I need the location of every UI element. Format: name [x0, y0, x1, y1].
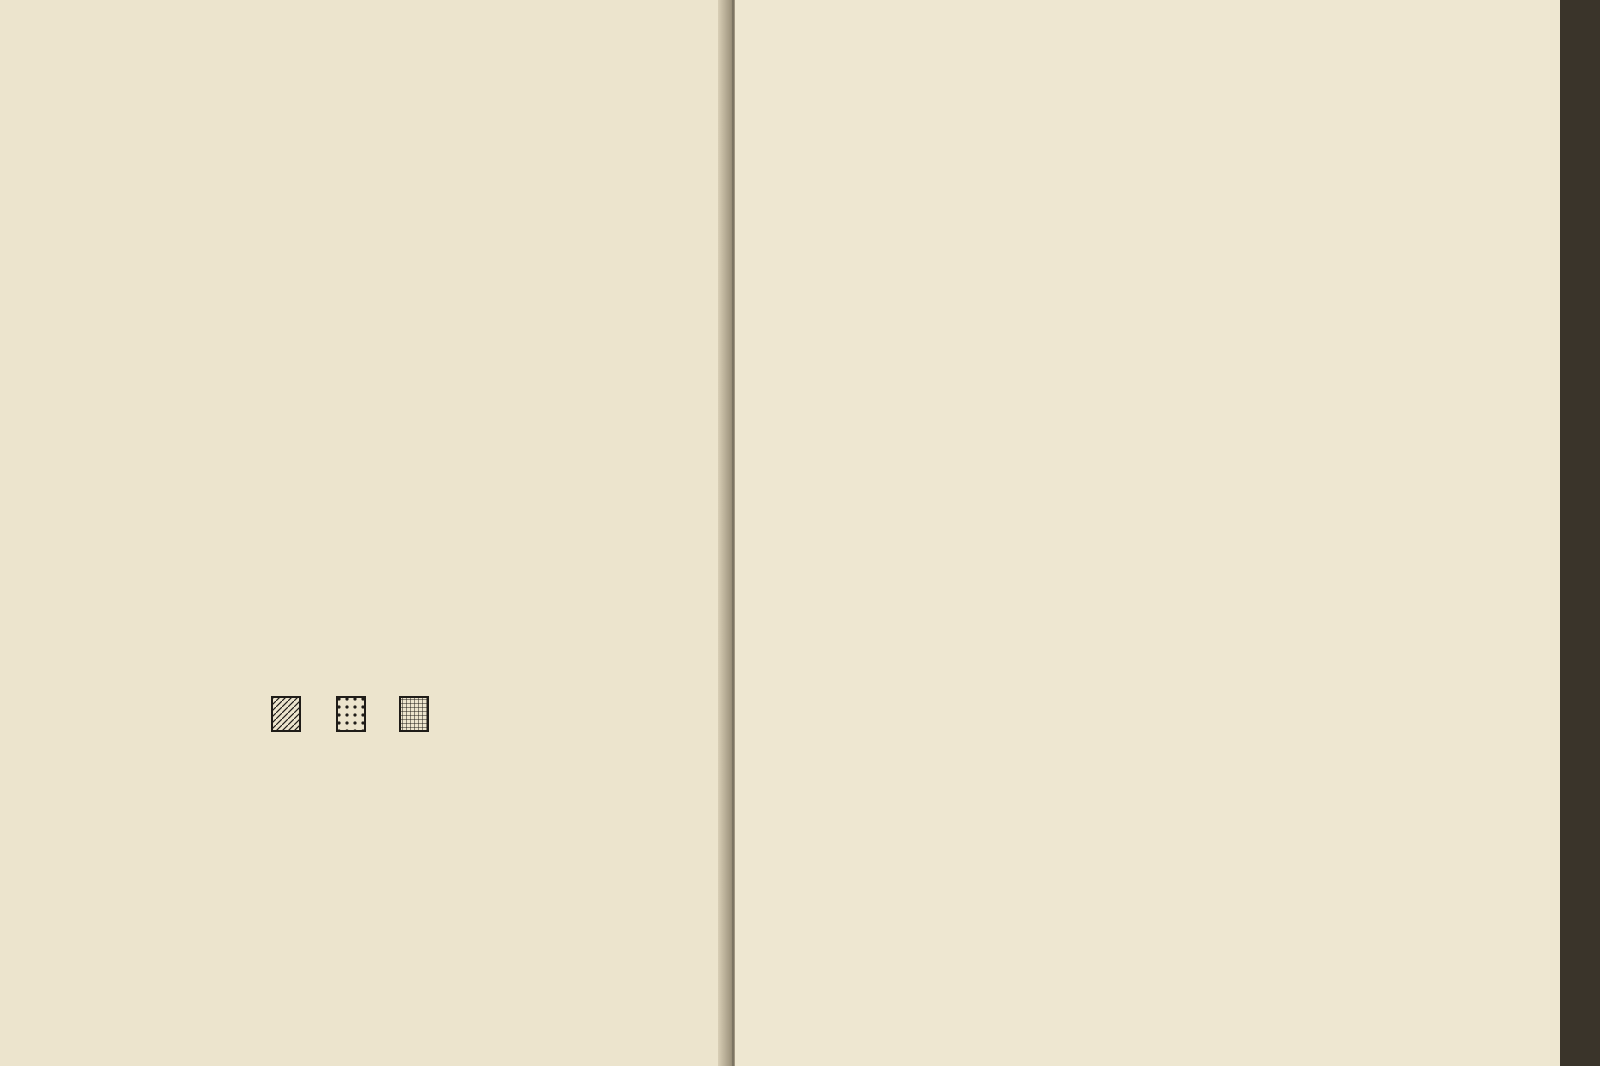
right-page	[735, 0, 1575, 1066]
left-page	[0, 0, 735, 1066]
hatch-swatch-icon	[270, 695, 306, 735]
background-edge	[1560, 0, 1600, 1066]
grid-swatch-icon	[398, 695, 434, 735]
dots-swatch-icon	[335, 695, 371, 735]
legend	[170, 540, 470, 1060]
